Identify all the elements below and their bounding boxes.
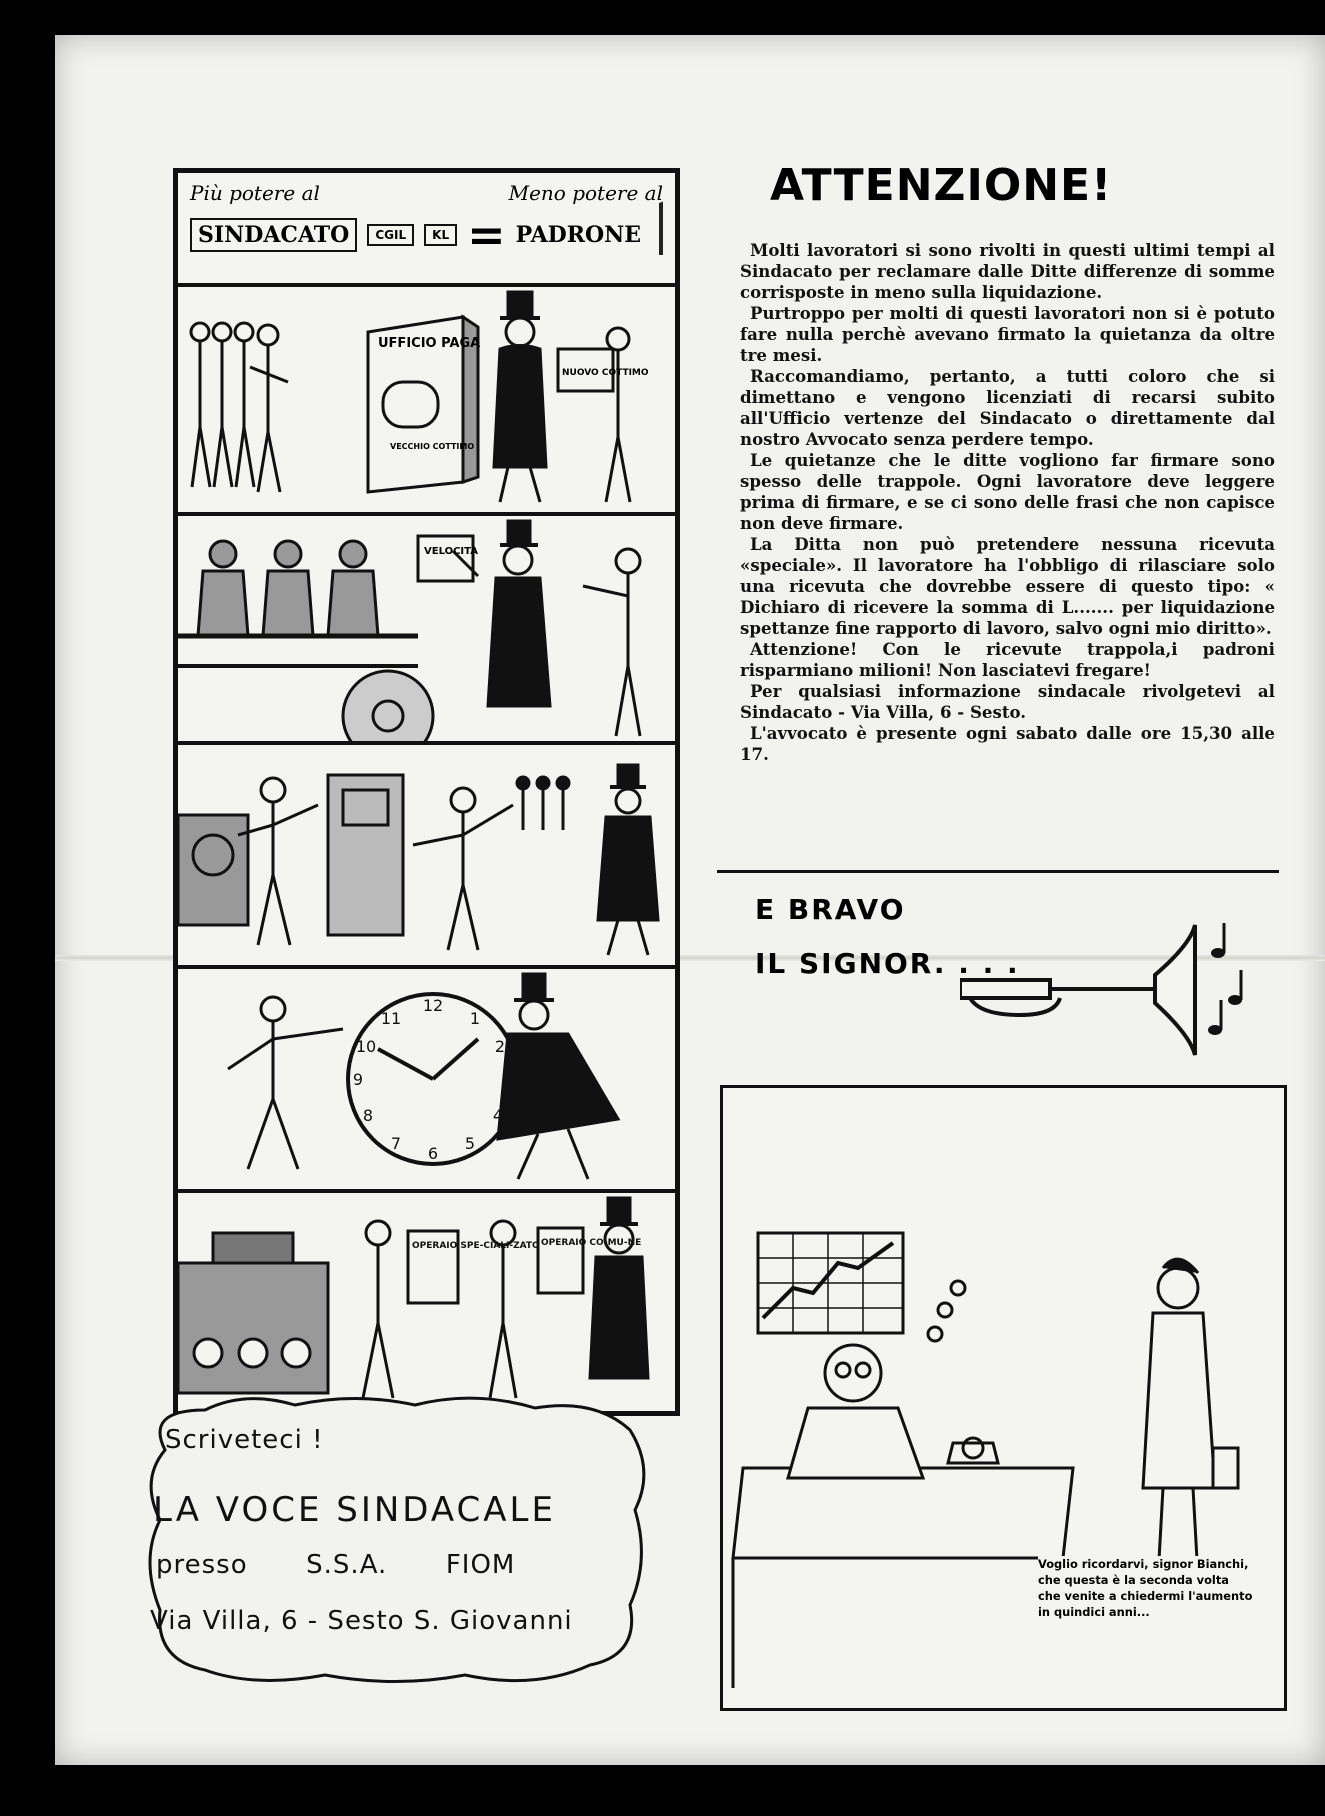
clock-number: 9 [352, 1070, 364, 1089]
old-piecework-paper: VECCHIO COTTIMO [390, 442, 475, 451]
article-body [740, 240, 1275, 765]
clock-number: 5 [464, 1134, 476, 1153]
comic-panel-machines [178, 745, 675, 969]
specialized-worker-paper: OPERAIO SPE-CIALI-ZATO [412, 1241, 540, 1251]
music-notes-icon [1208, 923, 1242, 1035]
banner-union-label: SINDACATO [190, 218, 357, 252]
contact-at: presso [156, 1550, 248, 1580]
contact-newspaper-name: LA VOCE SINDACALE [153, 1490, 556, 1530]
article-paragraph: Attenzione! Con le ricevute trappola,i padroni risparmiano milioni! Non lasciatevi fregare! [740, 639, 1275, 680]
clock-number: 1 [469, 1009, 481, 1028]
article-paragraph: L'avvocato è presente ogni sabato dalle ore 15,30 alle 17. [740, 723, 1275, 764]
clock-number: 4 [492, 1106, 504, 1125]
clock-number: 2 [494, 1037, 506, 1056]
article-paragraph: Raccomandiamo, pertanto, a tutti coloro che si dimettano e vengono licenziati di recarsi subito all'Ufficio vertenze del Sindacato o direttamente dal nostro Avvocato senza perdere tempo. [740, 366, 1275, 449]
comic-panel-clock [178, 969, 675, 1193]
assembly-line-illustration [178, 516, 675, 741]
section-divider [717, 870, 1279, 873]
clock-number: 6 [427, 1144, 439, 1163]
comic-strip [173, 168, 680, 1416]
pay-office-sign: UFFICIO PAGA [378, 336, 481, 351]
article-paragraph: Purtroppo per molti di questi lavoratori non si è potuto fare nulla perchè avevano firmato la quietanza da oltre tre mesi. [740, 303, 1275, 365]
clock-number: 10 [355, 1037, 377, 1056]
banner-equals: = [467, 208, 506, 262]
banner-boss-label: PADRONE [515, 222, 642, 248]
new-piecework-paper: NUOVO COTTIMO [562, 368, 649, 378]
bravo-heading-line2: IL SIGNOR. . . . [755, 947, 1020, 980]
clock-number: 7 [390, 1134, 402, 1153]
clock-illustration [178, 969, 675, 1189]
clock-number: 3 [502, 1070, 514, 1089]
contact-at-line [156, 1550, 515, 1580]
contact-union: FIOM [445, 1550, 516, 1580]
article-title: ATTENZIONE! [770, 160, 1113, 211]
contact-address: Via Villa, 6 - Sesto S. Giovanni [150, 1606, 573, 1636]
article-paragraph: Per qualsiasi informazione sindacale rivolgetevi al Sindacato - Via Villa, 6 - Sesto. [740, 681, 1275, 722]
worker-figure [198, 541, 378, 636]
speed-gauge-label: VELOCITÀ [424, 546, 478, 557]
comic-panel-pay-office [178, 287, 675, 516]
union-card-icon: KL [424, 224, 457, 246]
cartoon-caption: Voglio ricordarvi, signor Bianchi, che questa è la seconda volta che venite a chiedermi l'aumento in quindici anni... [1038, 1557, 1253, 1619]
qualification-illustration [178, 1193, 675, 1406]
comic-panel-speed [178, 516, 675, 745]
article-paragraph: Molti lavoratori si sono rivolti in questi ultimi tempi al Sindacato per reclamare dalle Ditte differenze di somme corrisposte in meno sulla liquidazione. [740, 240, 1275, 302]
contact-company: S.S.A. [306, 1550, 388, 1580]
union-card-icon: CGIL [367, 224, 414, 246]
clock-number: 11 [380, 1009, 402, 1028]
trumpet-icon [960, 915, 1280, 1065]
worker-figure [191, 323, 288, 492]
comic-banner-panel [178, 173, 675, 287]
article-paragraph: La Ditta non può pretendere nessuna ricevuta «speciale». Il lavoratore ha l'obbligo di rilasciare solo una ricevuta che dovrebbe essere di questo tipo: « Dichiaro di ricevere la somma di L....... per liquidazione spettanze fine rapporto di lavoro, salvo ogni mio diritto». [740, 534, 1275, 638]
common-worker-paper: OPERAIO CO-MU-NE [541, 1238, 642, 1248]
machines-illustration [178, 745, 675, 965]
factory-building-icon [651, 185, 663, 255]
article-paragraph: Le quietanze che le ditte vogliono far firmare sono spesso delle trappole. Ogni lavoratore deve leggere prima di firmare, e se ci sono delle frasi che non capisce non deve firmare. [740, 450, 1275, 533]
clock-number: 12 [422, 996, 444, 1015]
contact-write-to-us: Scriveteci ! [165, 1425, 324, 1455]
pay-office-illustration [178, 287, 675, 512]
banner-right-caption: Meno potere al [508, 181, 663, 205]
clock-number: 8 [362, 1106, 374, 1125]
comic-panel-qualification [178, 1193, 675, 1406]
banner-left-caption: Più potere al [190, 181, 320, 205]
bravo-heading-line1: E BRAVO [755, 893, 906, 926]
